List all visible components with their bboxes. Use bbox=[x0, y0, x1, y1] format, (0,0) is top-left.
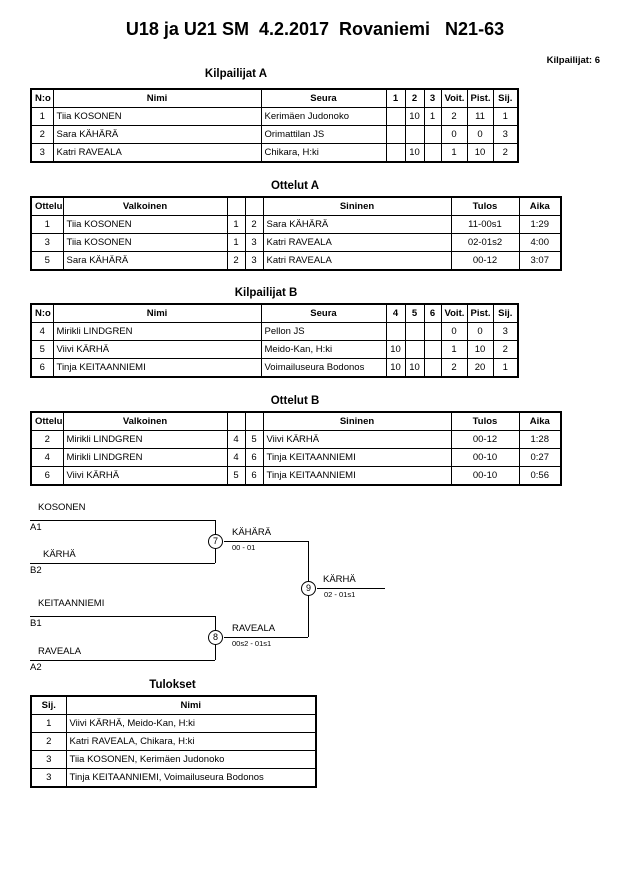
match-row bbox=[31, 216, 561, 234]
cell-tulos: 00-10 bbox=[451, 467, 519, 486]
cell-tulos: 00-12 bbox=[451, 431, 519, 449]
bracket-seed: B1 bbox=[30, 618, 42, 629]
cell-m2: 10 bbox=[405, 144, 424, 163]
header-aika: Aika bbox=[519, 197, 561, 216]
header-blank bbox=[245, 197, 263, 216]
header-blank bbox=[245, 412, 263, 431]
cell-tulos: 11-00s1 bbox=[451, 216, 519, 234]
cell-seura: Voimailuseura Bodonos bbox=[261, 359, 386, 378]
header-sininen: Sininen bbox=[263, 412, 451, 431]
cell-m3 bbox=[424, 126, 441, 144]
bracket-seed: B2 bbox=[30, 565, 42, 576]
section-title-pool-a: Kilpailijat A bbox=[204, 68, 268, 80]
section-title-results: Tulokset bbox=[149, 679, 196, 691]
header-seura: Seura bbox=[261, 89, 386, 108]
cell-sij: 2 bbox=[31, 733, 66, 751]
cell-aika: 1:28 bbox=[519, 431, 561, 449]
cell-m3 bbox=[424, 323, 441, 341]
competitor-row bbox=[31, 341, 518, 359]
cell-valkoinen: Tiia KOSONEN bbox=[63, 216, 227, 234]
match-row bbox=[31, 449, 561, 467]
cell-no: 2 bbox=[31, 126, 53, 144]
header-valkoinen: Valkoinen bbox=[63, 197, 227, 216]
cell-aika: 4:00 bbox=[519, 234, 561, 252]
page-title: U18 ja U21 SM 4.2.2017 Rovaniemi N21-63 bbox=[125, 19, 505, 39]
cell-ottelu: 3 bbox=[31, 234, 63, 252]
bracket-seed: A2 bbox=[30, 662, 42, 673]
bracket-line bbox=[30, 563, 215, 564]
header-row bbox=[31, 197, 561, 216]
cell-ottelu: 5 bbox=[31, 252, 63, 271]
cell-nimi: Tinja KEITAANNIEMI, Voimailuseura Bodonos bbox=[66, 769, 316, 788]
cell-pist: 0 bbox=[467, 323, 493, 341]
cell-seura: Orimattilan JS bbox=[261, 126, 386, 144]
cell-seura: Meido-Kan, H:ki bbox=[261, 341, 386, 359]
cell-voit: 2 bbox=[441, 359, 467, 378]
header-aika: Aika bbox=[519, 412, 561, 431]
header-match-4: 4 bbox=[386, 304, 405, 323]
cell-sininen: Katri RAVEALA bbox=[263, 234, 451, 252]
cell-sininen: Katri RAVEALA bbox=[263, 252, 451, 271]
cell-nimi: Katri RAVEALA, Chikara, H:ki bbox=[66, 733, 316, 751]
cell-m1 bbox=[386, 108, 405, 126]
cell-no: 5 bbox=[31, 341, 53, 359]
cell-pist: 0 bbox=[467, 126, 493, 144]
competitor-row bbox=[31, 108, 518, 126]
header-nimi: Nimi bbox=[53, 89, 261, 108]
header-row bbox=[31, 696, 316, 715]
cell-sij: 2 bbox=[493, 341, 518, 359]
section-title-matches-a: Ottelut A bbox=[270, 180, 320, 192]
matches-a-table bbox=[30, 196, 562, 271]
bracket-match-score: 00s2 - 01s1 bbox=[232, 639, 272, 648]
cell-nimi: Viivi KÄRHÄ, Meido-Kan, H:ki bbox=[66, 715, 316, 733]
competitor-row bbox=[31, 126, 518, 144]
bracket-line bbox=[30, 520, 215, 521]
cell-pist: 20 bbox=[467, 359, 493, 378]
cell-m1 bbox=[386, 126, 405, 144]
cell-no: 6 bbox=[31, 359, 53, 378]
cell-m1 bbox=[386, 144, 405, 163]
header-sij: Sij. bbox=[493, 89, 518, 108]
header-nimi: Nimi bbox=[53, 304, 261, 323]
cell-white-no: 2 bbox=[227, 252, 245, 271]
header-tulos: Tulos bbox=[451, 197, 519, 216]
cell-no: 1 bbox=[31, 108, 53, 126]
cell-nimi: Viivi KÄRHÄ bbox=[53, 341, 261, 359]
results-table bbox=[30, 695, 317, 788]
competitor-row bbox=[31, 323, 518, 341]
cell-valkoinen: Mirikli LINDGREN bbox=[63, 431, 227, 449]
section-title-pool-b: Kilpailijat B bbox=[234, 287, 298, 299]
bracket-line bbox=[224, 541, 308, 542]
cell-sij: 3 bbox=[31, 769, 66, 788]
cell-m3 bbox=[424, 341, 441, 359]
cell-blue-no: 3 bbox=[245, 234, 263, 252]
match-row bbox=[31, 431, 561, 449]
header-row bbox=[31, 412, 561, 431]
cell-white-no: 4 bbox=[227, 449, 245, 467]
cell-sininen: Tinja KEITAANNIEMI bbox=[263, 467, 451, 486]
header-match-3: 3 bbox=[424, 89, 441, 108]
header-voit: Voit. bbox=[441, 89, 467, 108]
cell-sij: 3 bbox=[31, 751, 66, 769]
cell-no: 3 bbox=[31, 144, 53, 163]
cell-pist: 10 bbox=[467, 144, 493, 163]
competitor-count: Kilpailijat: 6 bbox=[546, 55, 600, 66]
cell-ottelu: 4 bbox=[31, 449, 63, 467]
cell-blue-no: 3 bbox=[245, 252, 263, 271]
cell-ottelu: 6 bbox=[31, 467, 63, 486]
bracket-line bbox=[30, 616, 215, 617]
cell-sij: 3 bbox=[493, 126, 518, 144]
competitor-row bbox=[31, 359, 518, 378]
cell-m2 bbox=[405, 323, 424, 341]
header-ottelu: Ottelu bbox=[31, 197, 63, 216]
bracket-slot-name: KÄRHÄ bbox=[43, 549, 76, 560]
cell-ottelu: 1 bbox=[31, 216, 63, 234]
cell-blue-no: 6 bbox=[245, 467, 263, 486]
match-row bbox=[31, 467, 561, 486]
cell-m2: 10 bbox=[405, 108, 424, 126]
bracket-slot-name: KEITAANNIEMI bbox=[38, 598, 105, 609]
header-blank bbox=[227, 412, 245, 431]
cell-nimi: Sara KÄHÄRÄ bbox=[53, 126, 261, 144]
header-match-5: 5 bbox=[405, 304, 424, 323]
cell-voit: 0 bbox=[441, 323, 467, 341]
match-number-badge: 7 bbox=[208, 534, 223, 549]
cell-sij: 2 bbox=[493, 144, 518, 163]
cell-sij: 1 bbox=[31, 715, 66, 733]
header-sij: Sij. bbox=[31, 696, 66, 715]
cell-valkoinen: Tiia KOSONEN bbox=[63, 234, 227, 252]
cell-sij: 1 bbox=[493, 108, 518, 126]
header-match-1: 1 bbox=[386, 89, 405, 108]
pool-a-table bbox=[30, 88, 519, 163]
cell-nimi: Tinja KEITAANNIEMI bbox=[53, 359, 261, 378]
cell-pist: 10 bbox=[467, 341, 493, 359]
cell-m1: 10 bbox=[386, 341, 405, 359]
bracket-winner-name: RAVEALA bbox=[232, 623, 276, 634]
cell-tulos: 02-01s2 bbox=[451, 234, 519, 252]
cell-m1 bbox=[386, 323, 405, 341]
cell-voit: 2 bbox=[441, 108, 467, 126]
cell-aika: 3:07 bbox=[519, 252, 561, 271]
cell-seura: Pellon JS bbox=[261, 323, 386, 341]
cell-nimi: Tiia KOSONEN bbox=[53, 108, 261, 126]
header-row bbox=[31, 304, 518, 323]
bracket-winner-name: KÄRHÄ bbox=[323, 574, 356, 585]
cell-m3 bbox=[424, 144, 441, 163]
header-no: N:o bbox=[31, 89, 53, 108]
match-number-badge: 8 bbox=[208, 630, 223, 645]
header-no: N:o bbox=[31, 304, 53, 323]
cell-valkoinen: Sara KÄHÄRÄ bbox=[63, 252, 227, 271]
cell-seura: Chikara, H:ki bbox=[261, 144, 386, 163]
cell-white-no: 5 bbox=[227, 467, 245, 486]
cell-blue-no: 2 bbox=[245, 216, 263, 234]
matches-b-table bbox=[30, 411, 562, 486]
cell-blue-no: 6 bbox=[245, 449, 263, 467]
bracket-line bbox=[30, 660, 215, 661]
result-row bbox=[31, 769, 316, 788]
header-voit: Voit. bbox=[441, 304, 467, 323]
medal-bracket bbox=[30, 500, 430, 680]
match-number-badge: 9 bbox=[301, 581, 316, 596]
section-title-matches-b: Ottelut B bbox=[270, 395, 320, 407]
cell-pist: 11 bbox=[467, 108, 493, 126]
result-row bbox=[31, 751, 316, 769]
bracket-slot-name: KOSONEN bbox=[38, 502, 86, 513]
cell-blue-no: 5 bbox=[245, 431, 263, 449]
cell-tulos: 00-12 bbox=[451, 252, 519, 271]
cell-voit: 1 bbox=[441, 341, 467, 359]
cell-aika: 0:27 bbox=[519, 449, 561, 467]
cell-m1: 10 bbox=[386, 359, 405, 378]
header-tulos: Tulos bbox=[451, 412, 519, 431]
cell-sininen: Viivi KÄRHÄ bbox=[263, 431, 451, 449]
cell-nimi: Tiia KOSONEN, Kerimäen Judonoko bbox=[66, 751, 316, 769]
cell-ottelu: 2 bbox=[31, 431, 63, 449]
cell-m3: 1 bbox=[424, 108, 441, 126]
header-sininen: Sininen bbox=[263, 197, 451, 216]
cell-seura: Kerimäen Judonoko bbox=[261, 108, 386, 126]
result-row bbox=[31, 715, 316, 733]
cell-white-no: 1 bbox=[227, 216, 245, 234]
bracket-slot-name: RAVEALA bbox=[38, 646, 82, 657]
header-nimi: Nimi bbox=[66, 696, 316, 715]
competitor-row bbox=[31, 144, 518, 163]
cell-sininen: Tinja KEITAANNIEMI bbox=[263, 449, 451, 467]
match-row bbox=[31, 252, 561, 271]
cell-no: 4 bbox=[31, 323, 53, 341]
pool-b-table bbox=[30, 303, 519, 378]
header-ottelu: Ottelu bbox=[31, 412, 63, 431]
cell-nimi: Katri RAVEALA bbox=[53, 144, 261, 163]
header-sij: Sij. bbox=[493, 304, 518, 323]
header-pist: Pist. bbox=[467, 304, 493, 323]
result-row bbox=[31, 733, 316, 751]
header-pist: Pist. bbox=[467, 89, 493, 108]
header-blank bbox=[227, 197, 245, 216]
cell-voit: 1 bbox=[441, 144, 467, 163]
cell-aika: 0:56 bbox=[519, 467, 561, 486]
cell-nimi: Mirikli LINDGREN bbox=[53, 323, 261, 341]
cell-valkoinen: Viivi KÄRHÄ bbox=[63, 467, 227, 486]
bracket-winner-name: KÄHÄRÄ bbox=[232, 527, 272, 538]
cell-sij: 1 bbox=[493, 359, 518, 378]
bracket-match-score: 00 - 01 bbox=[232, 543, 256, 552]
header-row bbox=[31, 89, 518, 108]
match-row bbox=[31, 234, 561, 252]
bracket-match-score: 02 - 01s1 bbox=[324, 590, 356, 599]
header-seura: Seura bbox=[261, 304, 386, 323]
cell-m2 bbox=[405, 341, 424, 359]
header-match-6: 6 bbox=[424, 304, 441, 323]
cell-m2: 10 bbox=[405, 359, 424, 378]
bracket-seed: A1 bbox=[30, 522, 42, 533]
cell-m3 bbox=[424, 359, 441, 378]
header-match-2: 2 bbox=[405, 89, 424, 108]
cell-m2 bbox=[405, 126, 424, 144]
bracket-line bbox=[317, 588, 385, 589]
cell-white-no: 1 bbox=[227, 234, 245, 252]
cell-valkoinen: Mirikli LINDGREN bbox=[63, 449, 227, 467]
bracket-line bbox=[224, 637, 308, 638]
cell-sij: 3 bbox=[493, 323, 518, 341]
cell-voit: 0 bbox=[441, 126, 467, 144]
cell-white-no: 4 bbox=[227, 431, 245, 449]
header-valkoinen: Valkoinen bbox=[63, 412, 227, 431]
cell-tulos: 00-10 bbox=[451, 449, 519, 467]
cell-aika: 1:29 bbox=[519, 216, 561, 234]
cell-sininen: Sara KÄHÄRÄ bbox=[263, 216, 451, 234]
